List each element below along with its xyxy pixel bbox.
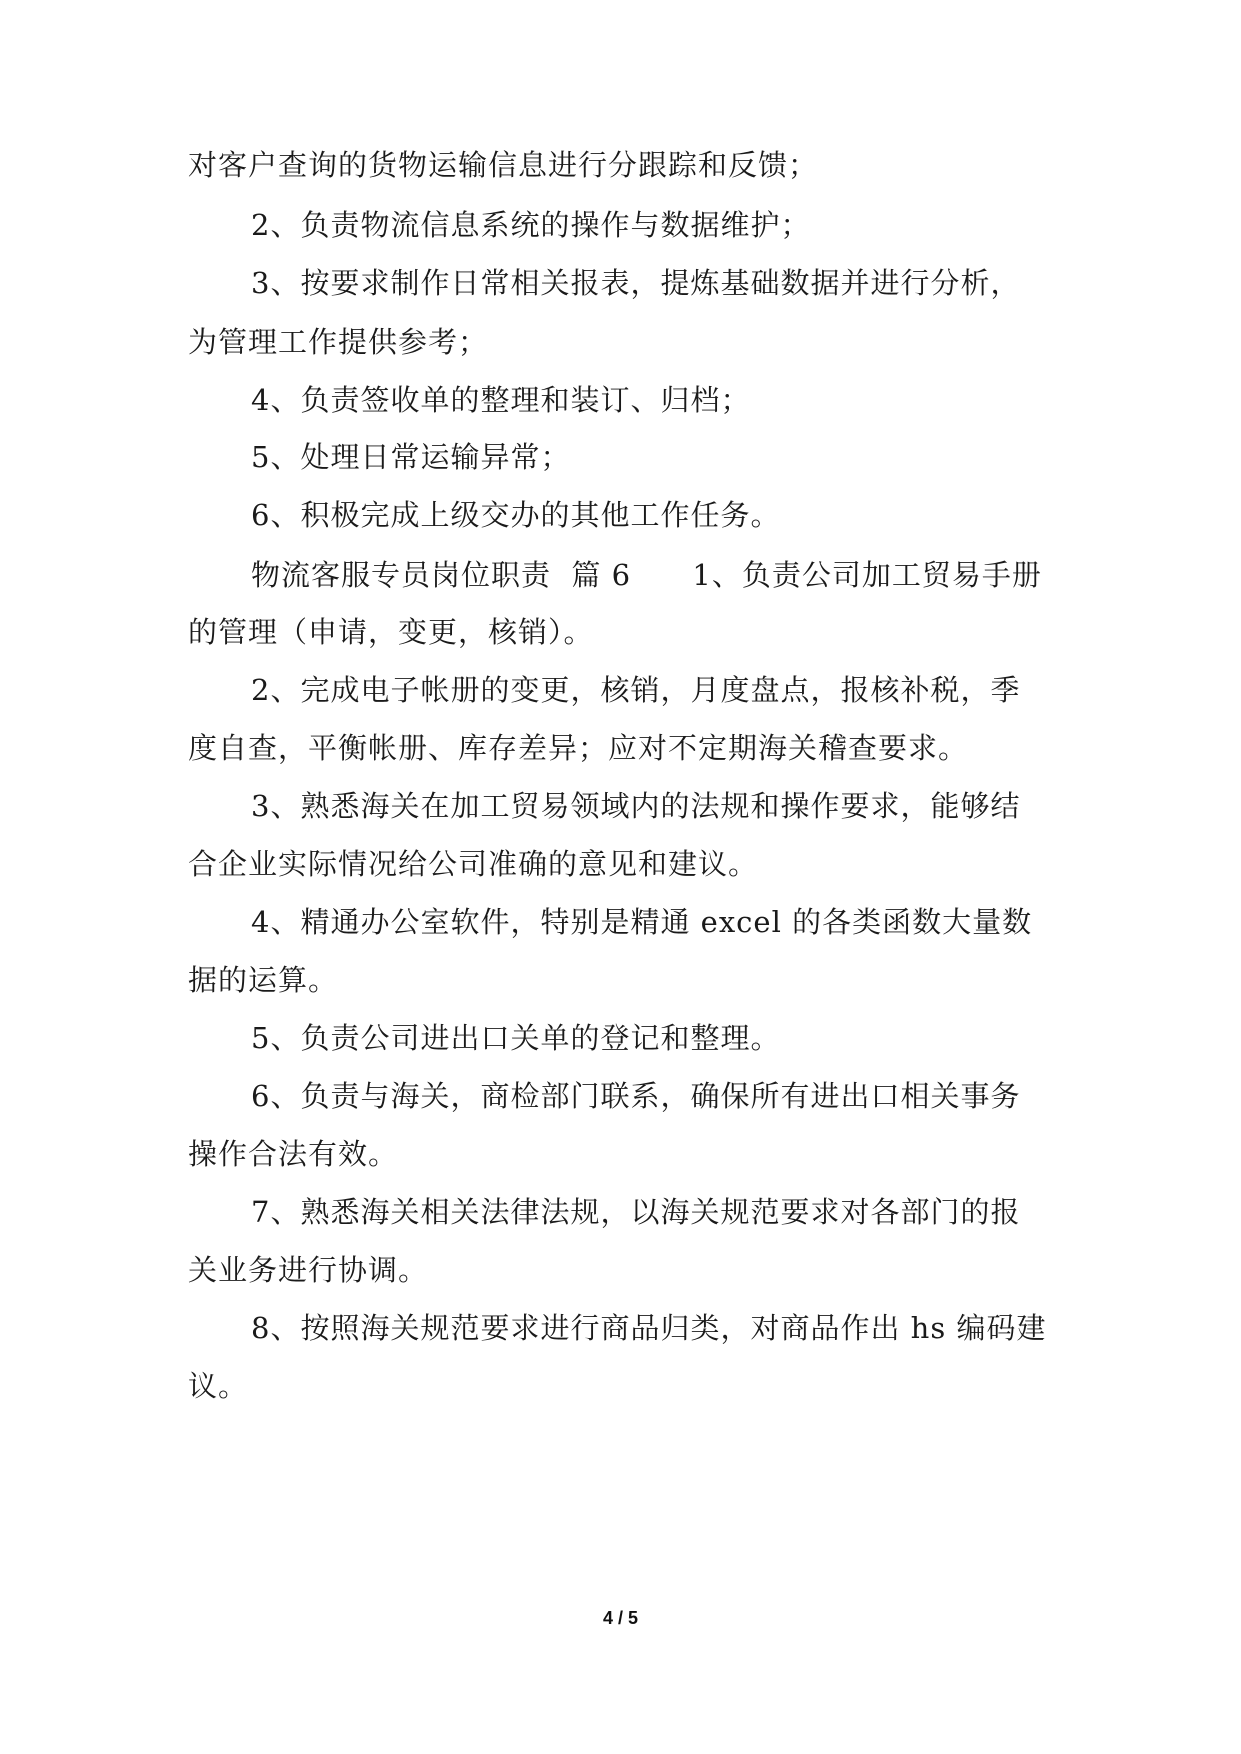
section-heading-line: 物流客服专员岗位职责 篇 6 1、负责公司加工贸易手册: [251, 558, 1042, 592]
text-line: 操作合法有效。: [188, 1137, 399, 1171]
text-line: 6、积极完成上级交办的其他工作任务。: [251, 498, 781, 532]
text-line: 3、熟悉海关在加工贸易领域内的法规和操作要求，能够结: [251, 789, 1021, 823]
text-line: 据的运算。: [188, 963, 339, 997]
text-line: 议。: [188, 1369, 249, 1403]
text-line: 8、按照海关规范要求进行商品归类，对商品作出 hs 编码建: [251, 1311, 1047, 1345]
text-line: 合企业实际情况给公司准确的意见和建议。: [188, 847, 759, 881]
text-line: 的管理（申请，变更，核销）。: [188, 615, 594, 649]
text-line: 4、精通办公室软件，特别是精通 excel 的各类函数大量数: [251, 905, 1033, 939]
page-number: 4 / 5: [602, 1608, 639, 1628]
text-line: 6、负责与海关，商检部门联系，确保所有进出口相关事务: [251, 1079, 1021, 1113]
text-line: 2、完成电子帐册的变更，核销，月度盘点，报核补税，季: [251, 673, 1021, 707]
text-line: 对客户查询的货物运输信息进行分跟踪和反馈；: [188, 148, 819, 182]
text-line: 4、负责签收单的整理和装订、归档；: [251, 383, 751, 417]
text-line: 为管理工作提供参考；: [188, 325, 489, 359]
text-line: 3、按要求制作日常相关报表，提炼基础数据并进行分析，: [251, 266, 1021, 300]
text-line: 关业务进行协调。: [188, 1253, 429, 1287]
text-line: 5、负责公司进出口关单的登记和整理。: [251, 1021, 781, 1055]
text-line: 5、处理日常运输异常；: [251, 440, 571, 474]
text-line: 度自查，平衡帐册、库存差异；应对不定期海关稽查要求。: [188, 731, 969, 765]
text-line: 2、负责物流信息系统的操作与数据维护；: [251, 208, 811, 242]
text-line: 7、熟悉海关相关法律法规，以海关规范要求对各部门的报: [251, 1195, 1021, 1229]
